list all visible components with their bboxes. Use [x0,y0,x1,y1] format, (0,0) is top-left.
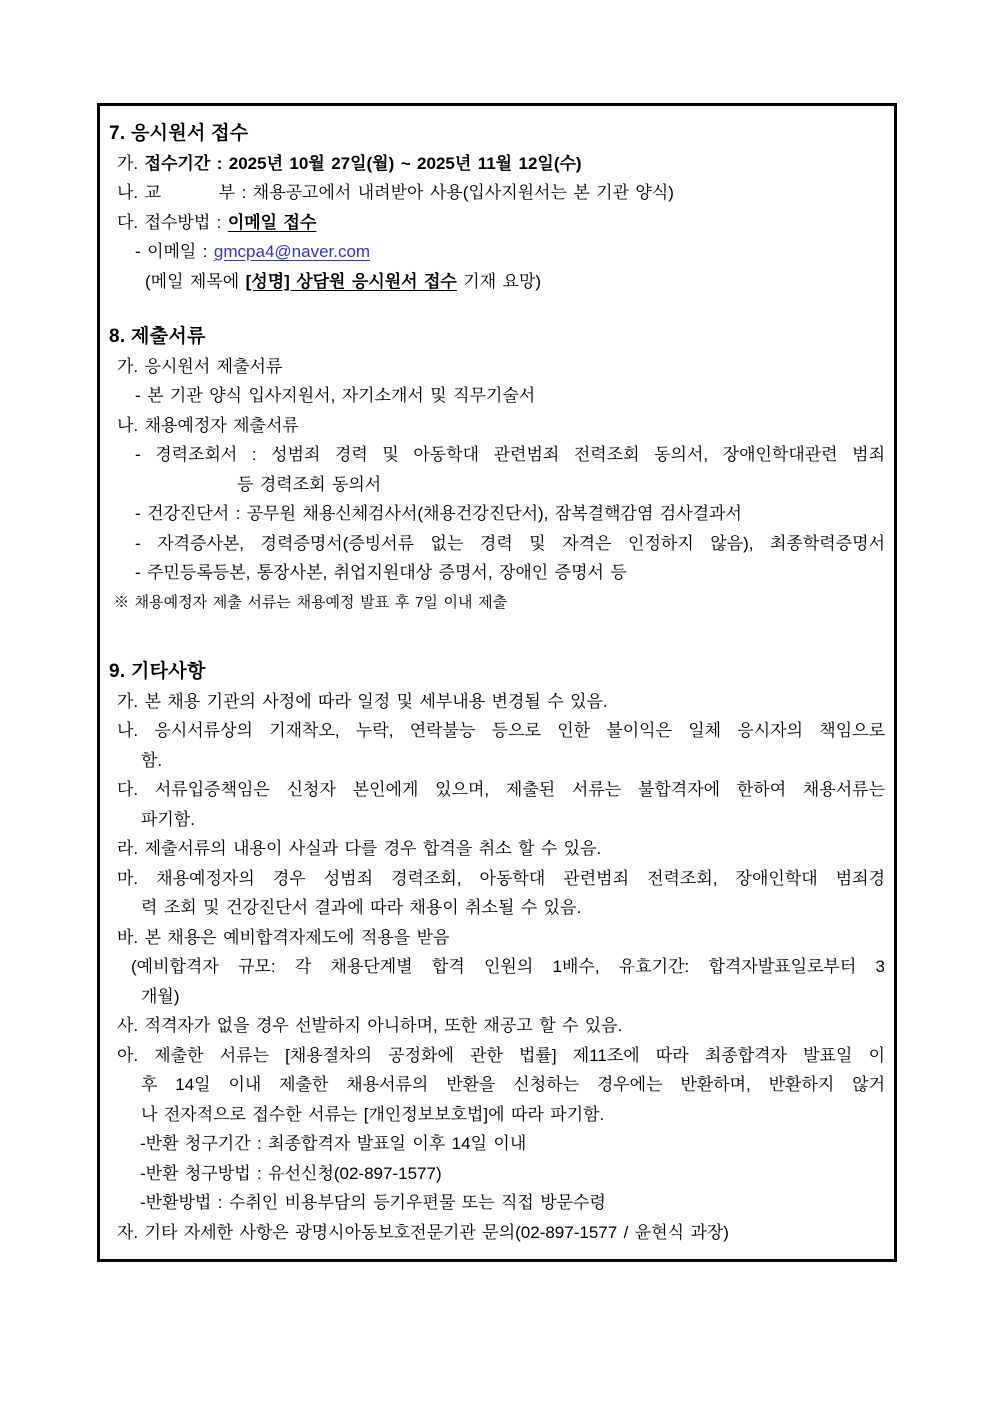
text-line [109,1070,885,1100]
text-segment: [성명] 상담원 응시원서 접수 [245,271,457,291]
text-line [109,499,885,529]
text-line [109,588,885,618]
text-segment: 다. 서류입증책임은 신청자 본인에게 있으며, 제출된 서류는 불합격자에 한하여 채용서류는 [117,780,885,799]
section-required-documents [109,322,885,617]
section-heading: 9. 기타사항 [109,661,206,682]
text-segment: 다. 접수방법 : [117,212,228,232]
text-line [109,834,885,864]
text-segment: 나. 응시서류상의 기재착오, 누락, 연락불능 등으로 인한 불이익은 일체 응시자의 책임으로 [117,721,885,740]
section-heading: 8. 제출서류 [109,326,206,347]
text-line [109,1100,885,1130]
text-segment: 라. 제출서류의 내용이 사실과 다를 경우 합격을 취소 할 수 있음. [117,839,602,858]
section-heading: 7. 응시원서 접수 [109,123,249,144]
text-line [109,982,885,1012]
section-application-submission [109,119,885,296]
text-line [109,893,885,923]
text-line [109,805,885,835]
text-line [109,208,885,238]
text-segment: ※ 채용예정자 제출 서류는 채용예정 발표 후 7일 이내 제출 [114,593,508,611]
section-other-matters [109,657,885,1247]
text-segment: 접수기간 : 2025년 10월 27일(월) ~ 2025년 11월 12일(수) [144,153,582,173]
text-segment: -반환 청구방법 : 유선신청(02-897-1577) [140,1163,442,1183]
text-line [109,864,885,894]
text-line [109,1218,885,1248]
text-segment: 바. 본 채용은 예비합격자제도에 적용을 받음 [117,927,450,947]
text-segment: -반환 청구기간 : 최종합격자 발표일 이후 14일 이내 [140,1134,527,1153]
text-segment: 후 14일 이내 제출한 채용서류의 반환을 신청하는 경우에는 반환하며, 반환하지 않거 [141,1075,885,1094]
text-line [109,558,885,588]
email-link[interactable]: gmcpa4@naver.com [213,242,371,261]
text-segment: -반환방법 : 수취인 비용부담의 등기우편물 또는 직접 방문수령 [140,1193,606,1212]
text-segment: - 경력조회서 : 성범죄 경력 및 아동학대 관련범죄 전력조회 동의서, 장애인학대관련 범죄 [135,445,885,464]
text-segment: - 주민등록등본, 통장사본, 취업지원대상 증명서, 장애인 증명서 등 [135,563,627,582]
text-segment: 이메일 접수 [227,212,317,232]
text-line [109,1011,885,1041]
text-line [109,952,885,982]
text-line [109,1041,885,1071]
text-segment: 나. 교 부 : 채용공고에서 내려받아 사용(입사지원서는 본 기관 양식) [117,183,674,202]
text-segment: 가. [117,153,145,173]
text-segment: - 자격증사본, 경력증명서(증빙서류 없는 경력 및 자격은 인정하지 않음), 최종학력증명서 [135,533,885,553]
text-segment: 나. 채용예정자 제출서류 [117,415,299,435]
text-line [109,529,885,559]
text-line [109,687,885,717]
text-segment: (예비합격자 규모: 각 채용단계별 합격 인원의 1배수, 유효기간: 합격자발표일로부터 3 [131,957,885,976]
text-segment: 나 전자적으로 접수한 서류는 [개인정보보호법]에 따라 파기함. [141,1104,605,1124]
text-line [109,267,885,297]
text-segment: 개월) [141,986,180,1006]
text-segment: - 건강진단서 : 공무원 채용신체검사서(채용건강진단서), 잠복결핵감염 검사결과서 [135,504,742,523]
text-line [109,1159,885,1189]
text-segment: 가. 응시원서 제출서류 [117,356,283,376]
text-line [109,923,885,953]
text-line [109,178,885,208]
text-line [109,149,885,179]
text-line [109,1129,885,1159]
text-segment: 파기함. [141,809,195,829]
text-line [109,1188,885,1218]
text-line [109,716,885,746]
document-frame [97,103,897,1262]
text-segment: (메일 제목에 [145,271,246,291]
text-segment: - 본 기관 양식 입사지원서, 자기소개서 및 직무기술서 [135,386,536,405]
text-segment: - 이메일 : [135,242,214,261]
text-segment: 사. 적격자가 없을 경우 선발하지 아니하며, 또한 재공고 할 수 있음. [117,1016,623,1035]
text-segment: 함. [141,750,163,770]
text-line [109,470,885,500]
text-line [109,440,885,470]
text-line [109,775,885,805]
text-segment: 가. 본 채용 기관의 사정에 따라 일정 및 세부내용 변경될 수 있음. [117,691,608,711]
text-segment: 자. 기타 자세한 사항은 광명시아동보호전문기관 문의(02-897-1577 / 윤현식 과장) [117,1222,729,1242]
text-line [109,237,885,267]
text-segment: 아. 제출한 서류는 [채용절차의 공정화에 관한 법률] 제11조에 따라 최종합격자 발표일 이 [117,1045,885,1065]
text-segment: 력 조회 및 건강진단서 결과에 따라 채용이 취소될 수 있음. [141,898,582,917]
text-line [109,411,885,441]
text-line [109,352,885,382]
text-segment: 마. 채용예정자의 경우 성범죄 경력조회, 아동학대 관련범죄 전력조회, 장애인학대 범죄경 [117,868,885,888]
text-line [109,746,885,776]
text-segment: 기재 요망) [456,271,542,291]
text-line [109,381,885,411]
text-segment: 등 경력조회 동의서 [237,474,382,494]
